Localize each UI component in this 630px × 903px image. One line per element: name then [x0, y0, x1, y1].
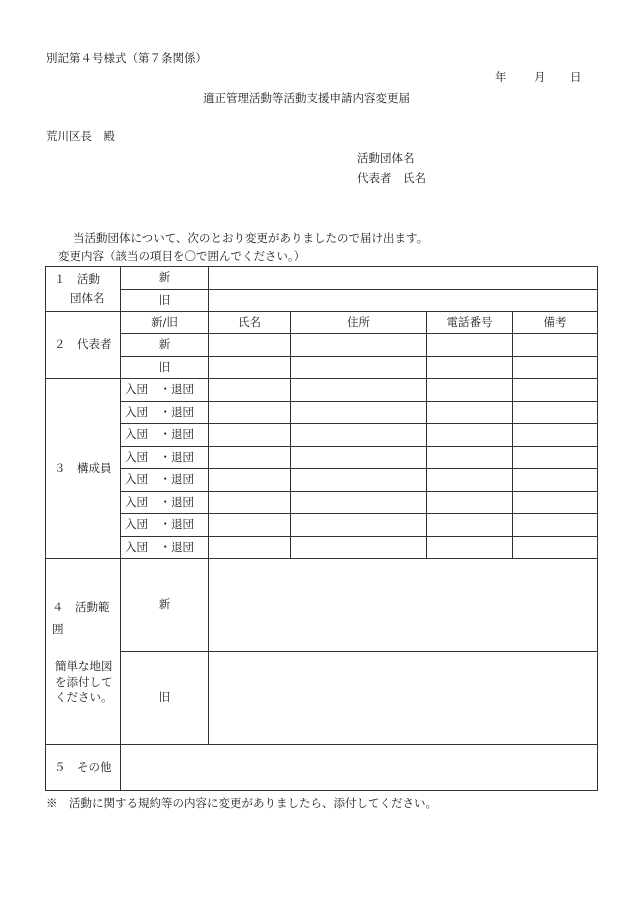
- activity-area-heading: ４ 活動範囲: [52, 600, 110, 637]
- member-field[interactable]: [427, 402, 513, 424]
- statement-text: 当活動団体について、次のとおり変更がありましたので届け出ます。: [73, 231, 429, 245]
- member-field[interactable]: [427, 424, 513, 447]
- rep-old-name-field[interactable]: [209, 357, 291, 379]
- member-field[interactable]: [291, 379, 427, 402]
- section-other-label: ５ その他: [46, 745, 121, 791]
- member-field[interactable]: [513, 379, 598, 402]
- member-field[interactable]: [513, 402, 598, 424]
- date-year-label: 年: [495, 70, 507, 84]
- rep-new-phone-field[interactable]: [427, 334, 513, 357]
- rep-header-remarks: 備考: [513, 312, 598, 334]
- activity-area-note: 簡単な地図を添付してください。: [55, 659, 113, 705]
- rep-new-label: 新: [121, 334, 209, 357]
- section-org-name-label: [46, 267, 121, 312]
- activity-area-new-label: 新: [121, 559, 209, 652]
- member-join-leave[interactable]: 入団 ・退団: [121, 537, 209, 559]
- member-field[interactable]: [209, 424, 291, 447]
- form-number: 別記第４号様式（第７条関係）: [46, 51, 207, 65]
- org-name-label: 活動団体名: [357, 151, 415, 165]
- activity-area-old-field[interactable]: [209, 652, 598, 745]
- member-field[interactable]: [209, 469, 291, 492]
- member-join-leave[interactable]: 入団 ・退団: [121, 379, 209, 402]
- member-field[interactable]: [427, 492, 513, 514]
- rep-old-address-field[interactable]: [291, 357, 427, 379]
- rep-old-remarks-field[interactable]: [513, 357, 598, 379]
- member-field[interactable]: [427, 379, 513, 402]
- rep-old-phone-field[interactable]: [427, 357, 513, 379]
- member-field[interactable]: [209, 514, 291, 537]
- member-field[interactable]: [291, 469, 427, 492]
- org-name-new-field[interactable]: [209, 267, 598, 290]
- section-members-label: ３ 構成員: [46, 379, 121, 559]
- member-field[interactable]: [427, 469, 513, 492]
- member-field[interactable]: [209, 402, 291, 424]
- activity-area-new-field[interactable]: [209, 559, 598, 652]
- addressee: 荒川区長 殿: [46, 129, 115, 143]
- member-field[interactable]: [427, 514, 513, 537]
- org-name-old-field[interactable]: [209, 290, 598, 312]
- rep-header-new-old: 新/旧: [121, 312, 209, 334]
- member-field[interactable]: [291, 492, 427, 514]
- member-field[interactable]: [513, 424, 598, 447]
- org-name-old-label: 旧: [121, 290, 209, 312]
- section-activity-area-label: [46, 559, 121, 745]
- date-month-label: 月: [534, 70, 546, 84]
- activity-area-old-label: 旧: [121, 652, 209, 745]
- rep-new-address-field[interactable]: [291, 334, 427, 357]
- member-field[interactable]: [209, 537, 291, 559]
- member-field[interactable]: [291, 447, 427, 469]
- member-field[interactable]: [427, 537, 513, 559]
- footer-note: ※ 活動に関する規約等の内容に変更がありましたら、添付してください。: [46, 796, 437, 810]
- member-field[interactable]: [209, 492, 291, 514]
- member-join-leave[interactable]: 入団 ・退団: [121, 514, 209, 537]
- member-join-leave[interactable]: 入団 ・退団: [121, 402, 209, 424]
- rep-new-remarks-field[interactable]: [513, 334, 598, 357]
- member-field[interactable]: [513, 447, 598, 469]
- date-day-label: 日: [570, 70, 582, 84]
- member-join-leave[interactable]: 入団 ・退団: [121, 447, 209, 469]
- member-field[interactable]: [291, 514, 427, 537]
- member-field[interactable]: [513, 537, 598, 559]
- member-field[interactable]: [291, 424, 427, 447]
- rep-old-label: 旧: [121, 357, 209, 379]
- section-org-name-line2: 団体名: [70, 290, 105, 305]
- member-field[interactable]: [513, 469, 598, 492]
- section-org-name-line1: １ 活動: [54, 271, 100, 286]
- member-join-leave[interactable]: 入団 ・退団: [121, 492, 209, 514]
- member-field[interactable]: [427, 447, 513, 469]
- instruction-text: 変更内容（該当の項目を〇で囲んでください。）: [58, 249, 306, 263]
- member-field[interactable]: [291, 402, 427, 424]
- member-field[interactable]: [291, 537, 427, 559]
- member-join-leave[interactable]: 入団 ・退団: [121, 469, 209, 492]
- rep-header-address: 住所: [291, 312, 427, 334]
- rep-header-phone: 電話番号: [427, 312, 513, 334]
- org-name-new-label: 新: [121, 267, 209, 290]
- member-field[interactable]: [209, 379, 291, 402]
- member-field[interactable]: [513, 514, 598, 537]
- change-form-table: [45, 266, 598, 791]
- section-representative-label: ２ 代表者: [46, 312, 121, 379]
- member-join-leave[interactable]: 入団 ・退団: [121, 424, 209, 447]
- other-field[interactable]: [121, 745, 598, 791]
- member-field[interactable]: [513, 492, 598, 514]
- rep-header-name: 氏名: [209, 312, 291, 334]
- member-field[interactable]: [209, 447, 291, 469]
- page-title: 適正管理活動等活動支援申請内容変更届: [203, 91, 410, 105]
- representative-label: 代表者 氏名: [357, 171, 426, 185]
- rep-new-name-field[interactable]: [209, 334, 291, 357]
